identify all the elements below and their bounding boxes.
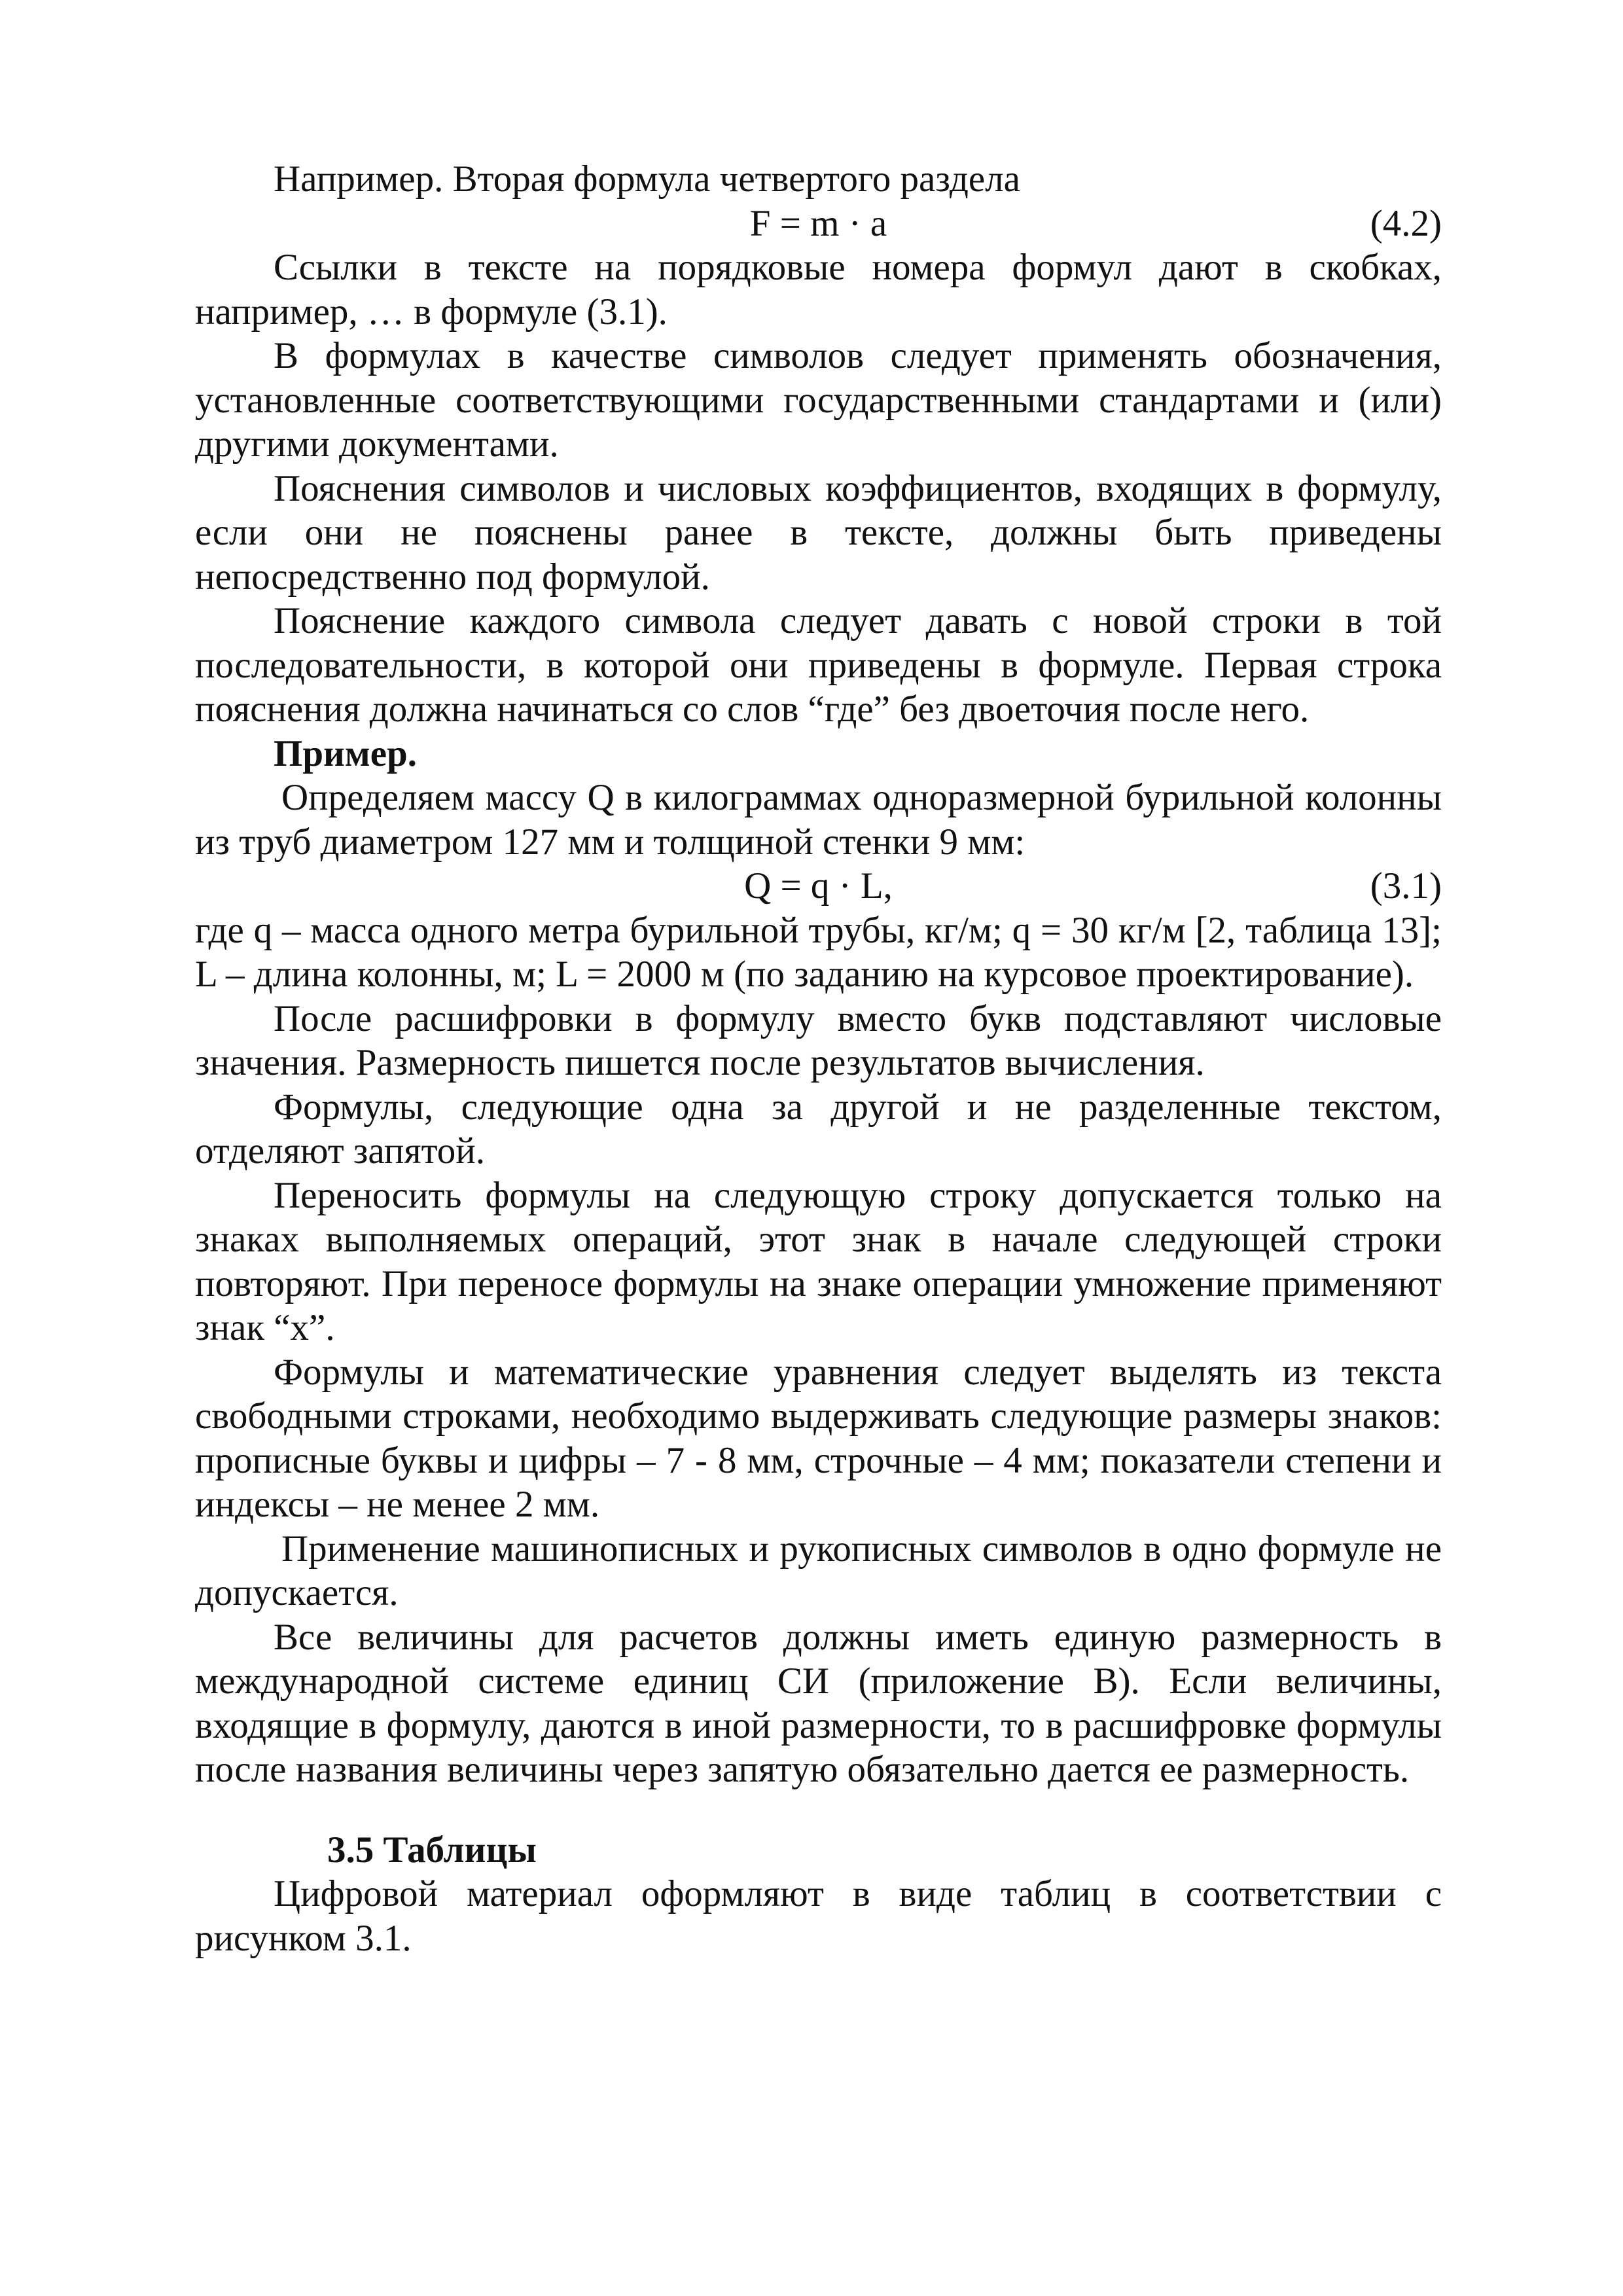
formula-number: (4.2)	[1370, 202, 1442, 244]
formula-4-2	[195, 202, 1442, 246]
paragraph-symbols-mix: Применение машинописных и рукописных символов в одно формуле не допускается.	[195, 1528, 1442, 1613]
paragraph-explanations: Пояснения символов и числовых коэффициентов, входящих в формулу, если они не пояснены ранее в тексте, должны быть приведены непосредственно под формулой.	[195, 467, 1442, 598]
formula-number: (3.1)	[1370, 865, 1442, 906]
formula-expression: F = m · a	[749, 202, 887, 244]
paragraph-units: Все величины для расчетов должны иметь единую размерность в международной системе единиц СИ (приложение В). Если величины, входящие в формулу, даются в иной размерности, то в расшифровке формулы после названия величины через запятую обязательно дается ее размерность.	[195, 1616, 1442, 1790]
formula-expression: Q = q · L,	[744, 865, 893, 906]
section-heading: 3.5 Таблицы	[327, 1829, 537, 1871]
formula-3-1	[195, 864, 1442, 908]
paragraph-substitution: После расшифровки в формулу вместо букв подставляют числовые значения. Размерность пишется после результатов вычисления.	[195, 997, 1442, 1083]
paragraph-explanation-order: Пояснение каждого символа следует давать с новой строки в той последовательности, в которой они приведены в формуле. Первая строка пояснения должна начинаться со слов “где” без двоеточия после него.	[195, 600, 1442, 730]
paragraph-example-intro: Например. Вторая формула четвертого раздела	[274, 158, 1020, 200]
paragraph-where: где q – масса одного метра бурильной трубы, кг/м; q = 30 кг/м [2, таблица 13]; L – длина колонны, м; L = 2000 м (по заданию на курсовое проектирование).	[195, 909, 1442, 995]
paragraph-symbols: В формулах в качестве символов следует применять обозначения, установленные соответствующими государственными стандартами и (или) другими документами.	[195, 335, 1442, 465]
example-label: Пример.	[274, 732, 417, 774]
document-page	[195, 157, 1442, 1960]
paragraph-references: Ссылки в тексте на порядковые номера формул дают в скобках, например, … в формуле (3.1).	[195, 247, 1442, 332]
paragraph-line-break: Переносить формулы на следующую строку допускается только на знаках выполняемых операций, этот знак в начале следующей строки повторяют. При переносе формулы на знаке операции умножение применяют знак “х”.	[195, 1174, 1442, 1348]
paragraph-example-text: Определяем массу Q в килограммах одноразмерной бурильной колонны из труб диаметром 127 мм и толщиной стенки 9 мм:	[195, 777, 1442, 863]
paragraph-tables: Цифровой материал оформляют в виде таблиц в соответствии с рисунком 3.1.	[195, 1873, 1442, 1959]
paragraph-comma: Формулы, следующие одна за другой и не разделенные текстом, отделяют запятой.	[195, 1086, 1442, 1172]
paragraph-sizes: Формулы и математические уравнения следует выделять из текста свободными строками, необходимо выдерживать следующие размеры знаков: прописные буквы и цифры – 7 - 8 мм, строчные – 4 мм; показатели степени и индексы – не менее 2 мм.	[195, 1351, 1442, 1525]
